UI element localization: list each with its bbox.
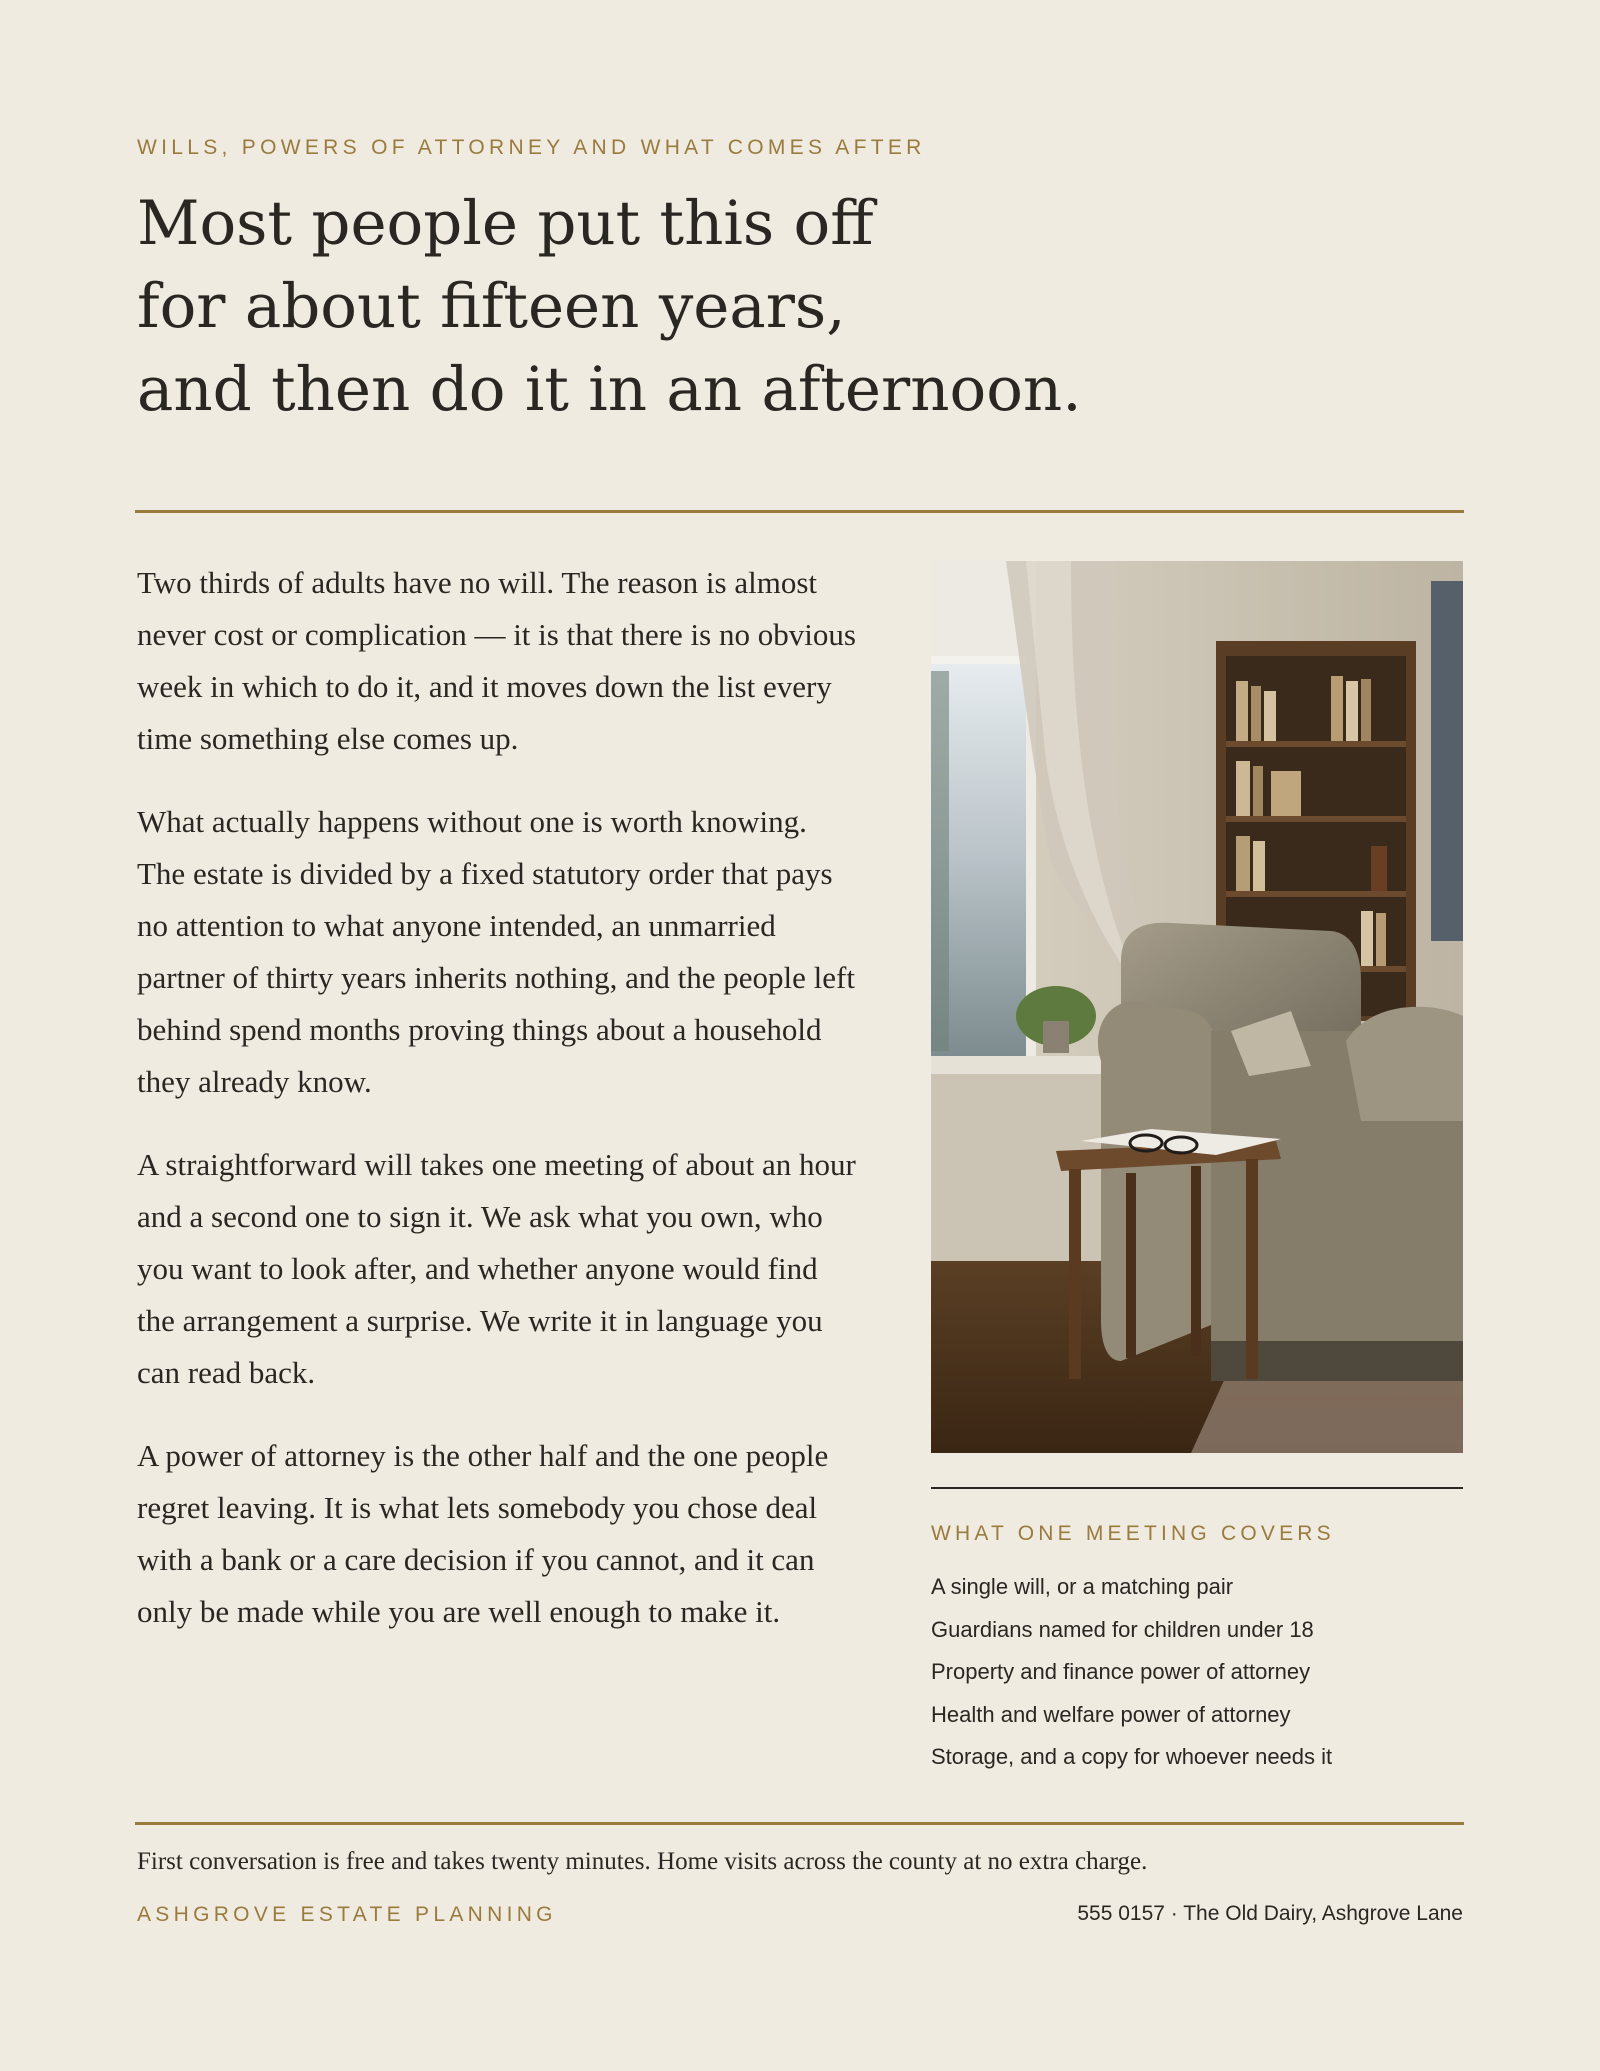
body-paragraph-4: A power of attorney is the other half and the one people regret leaving. It is what lets somebody you chose deal with a bank or a care decision if you cannot, and it can only be made while you are well enough to make it. bbox=[137, 1438, 829, 1629]
top-divider bbox=[135, 510, 1464, 513]
aside-heading: WHAT ONE MEETING COVERS bbox=[931, 1522, 1335, 1545]
aside-divider bbox=[931, 1487, 1463, 1489]
list-item: Guardians named for children under 18 bbox=[931, 1616, 1314, 1642]
list-item: Property and finance power of attorney bbox=[931, 1659, 1311, 1684]
brand-name: ASHGROVE ESTATE PLANNING bbox=[137, 1903, 557, 1926]
body-paragraph-1: Two thirds of adults have no will. The reason is almost never cost or complication — it is that there is no obvious week in which to do it, and it moves down the list every time something else comes up. bbox=[137, 565, 856, 756]
eyebrow-label: WILLS, POWERS OF ATTORNEY AND WHAT COMES AFTER bbox=[137, 136, 926, 159]
page-title-line-2: for about fifteen years, bbox=[137, 271, 846, 342]
list-item: A single will, or a matching pair bbox=[931, 1574, 1234, 1599]
page-title-line-3: and then do it in an afternoon. bbox=[137, 354, 1082, 425]
bottom-divider bbox=[135, 1822, 1464, 1825]
footer-note: First conversation is free and takes twenty minutes. Home visits across the county at no extra charge. bbox=[137, 1848, 1148, 1875]
contact-details: 555 0157 · The Old Dairy, Ashgrove Lane bbox=[1077, 1902, 1463, 1925]
body-paragraph-2: What actually happens without one is worth knowing. The estate is divided by a fixed statutory order that pays no attention to what anyone intended, an unmarried partner of thirty years inherits nothing, and the people left behind spend months proving things about a household they already know. bbox=[137, 804, 855, 1099]
page-title-line-1: Most people put this off bbox=[137, 188, 874, 259]
list-item: Health and welfare power of attorney bbox=[931, 1701, 1291, 1727]
body-copy bbox=[137, 557, 857, 1669]
reading-corner-illustration bbox=[931, 561, 1463, 1453]
page-title bbox=[137, 182, 1082, 431]
meeting-covers-list bbox=[931, 1566, 1332, 1779]
body-paragraph-3: A straightforward will takes one meeting of about an hour and a second one to sign it. We ask what you own, who you want to look after, and whether anyone would find the arrangement a surprise. We write it in language you can read back. bbox=[137, 1147, 856, 1390]
reading-corner-photo bbox=[931, 561, 1463, 1453]
list-item: Storage, and a copy for whoever needs it bbox=[931, 1744, 1333, 1769]
